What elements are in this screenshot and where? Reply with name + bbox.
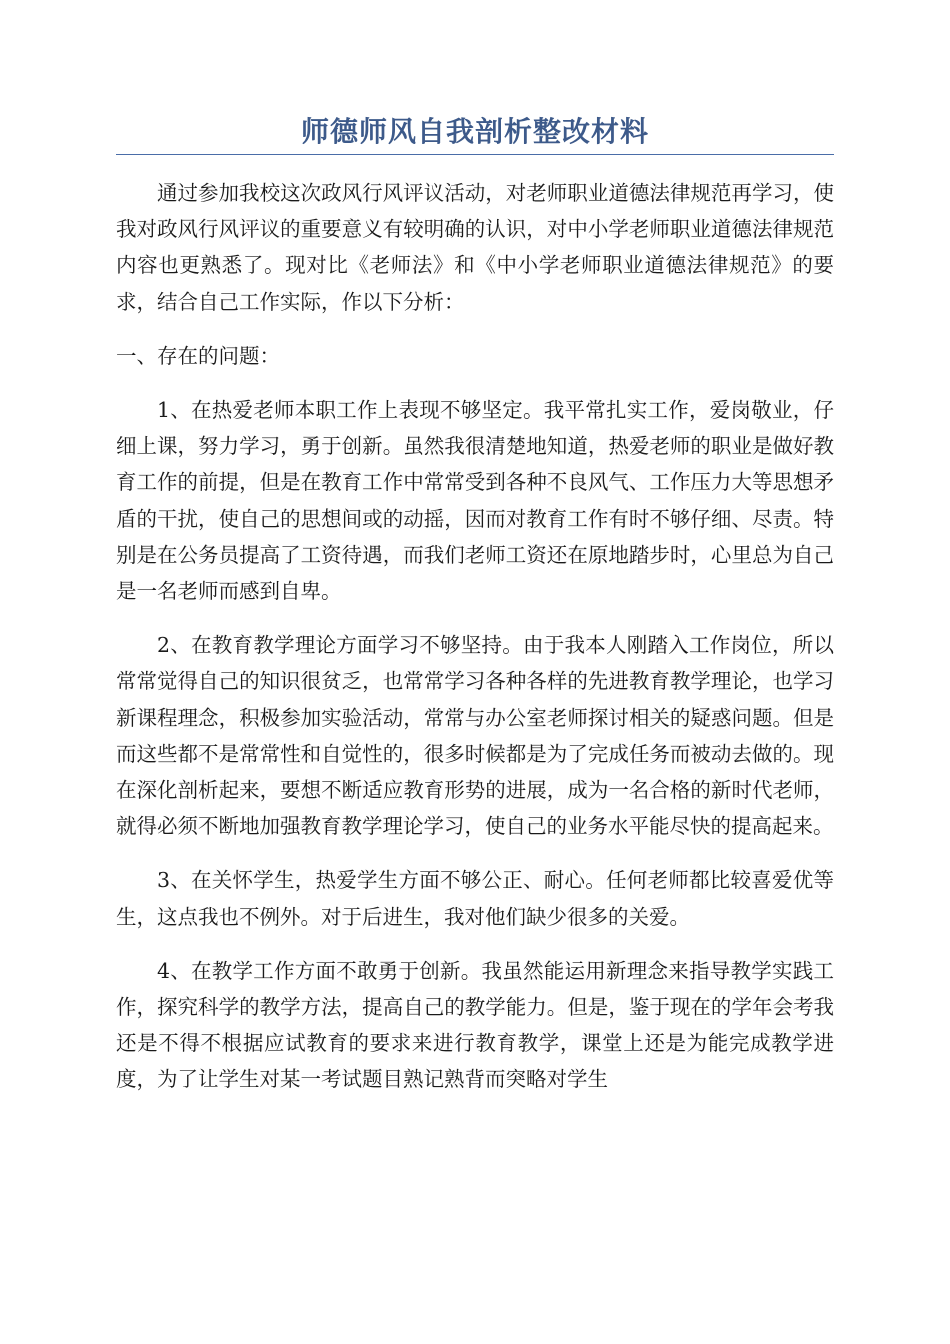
problem-item-2: 2、在教育教学理论方面学习不够坚持。由于我本人刚踏入工作岗位，所以常常觉得自己的知识很贫乏，也常常学习各种各样的先进教育教学理论，也学习新课程理念，积极参加实验活动，常常与办公室老师探讨相关的疑惑问题。但是而这些都不是常常性和自觉性的，很多时候都是为了完成任务而被动去做的。现在深化剖析起来，要想不断适应教育形势的进展，成为一名合格的新时代老师，就得必须不断地加强教育教学理论学习，使自己的业务水平能尽快的提高起来。 [116,633,834,839]
section-heading: 一、存在的问题： [116,343,280,368]
problem-item-3: 3、在关怀学生，热爱学生方面不够公正、耐心。任何老师都比较喜爱优等生，这点我也不例外。对于后进生，我对他们缺少很多的关爱。 [116,868,834,929]
document-title: 师德师风自我剖析整改材料 [300,115,649,148]
document-page [116,112,834,1116]
problem-item-4: 4、在教学工作方面不敢勇于创新。我虽然能运用新理念来指导教学实践工作，探究科学的教学方法，提高自己的教学能力。但是，鉴于现在的学年会考我还是不得不根据应试教育的要求来进行教育教学，课堂上还是为能完成教学进度，为了让学生对某一考试题目熟记熟背而突略对学生 [116,958,834,1092]
intro-paragraph: 通过参加我校这次政风行风评议活动，对老师职业道德法律规范再学习，使我对政风行风评议的重要意义有较明确的认识，对中小学老师职业道德法律规范内容也更熟悉了。现对比《老师法》和《中小学老师职业道德法律规范》的要求，结合自己工作实际，作以下分析： [116,181,834,314]
problem-item-1: 1、在热爱老师本职工作上表现不够坚定。我平常扎实工作，爱岗敬业，仔细上课，努力学习，勇于创新。虽然我很清楚地知道，热爱老师的职业是做好教育工作的前提，但是在教育工作中常常受到各种不良风气、工作压力大等思想矛盾的干扰，使自己的思想间或的动摇，因而对教育工作有时不够仔细、尽责。特别是在公务员提高了工资待遇，而我们老师工资还在原地踏步时，心里总为自己是一名老师而感到自卑。 [116,398,834,604]
title-underline [116,154,834,155]
